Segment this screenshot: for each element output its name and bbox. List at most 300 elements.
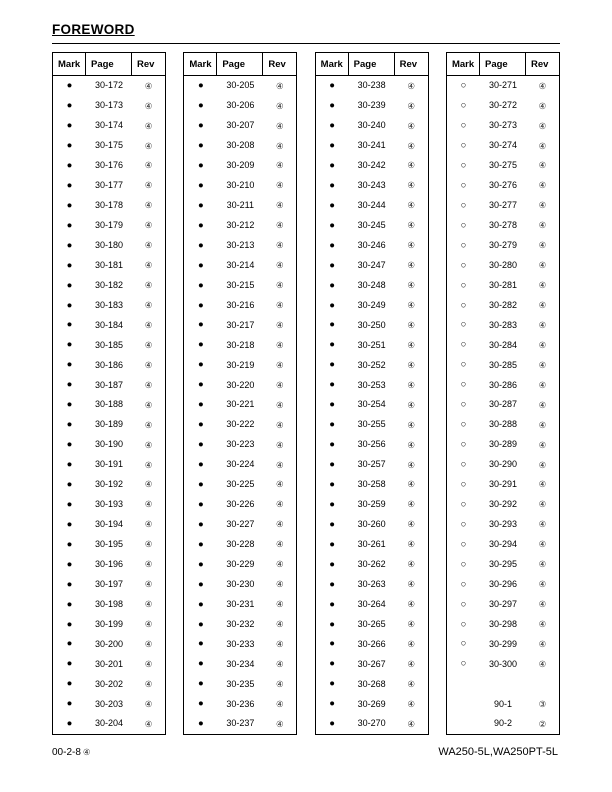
page-cell: 30-290: [488, 459, 517, 470]
table-row: [184, 634, 296, 654]
table-row: [184, 96, 296, 116]
page-cell: 30-258: [357, 479, 386, 490]
rev-cell: ④: [276, 200, 284, 211]
mark-cell: ○: [460, 518, 467, 530]
mark-cell: ●: [329, 618, 336, 630]
table-row: [53, 156, 165, 176]
table-row: [53, 475, 165, 495]
rev-cell: ④: [276, 240, 284, 251]
table-row: [316, 295, 428, 315]
rev-cell: ④: [144, 698, 153, 709]
mark-cell: ●: [197, 558, 204, 570]
table-row: [447, 236, 559, 256]
page-cell: 30-279: [488, 239, 517, 250]
table-row: [184, 236, 296, 256]
page-cell: 30-212: [226, 220, 255, 231]
footer-model-text: WA250-5L,WA250PT-5L: [438, 746, 558, 758]
table-row: [447, 694, 559, 714]
header-cell-rev: Rev: [399, 58, 418, 70]
table-row: [53, 495, 165, 515]
page-cell: 30-189: [94, 419, 124, 430]
mark-cell: ●: [329, 120, 336, 132]
page-cell: 30-242: [357, 160, 386, 171]
table-row: [447, 335, 559, 355]
rev-cell: ④: [276, 479, 284, 490]
page-cell: 30-178: [94, 200, 124, 211]
rev-cell: ④: [407, 300, 415, 311]
rev-cell: ④: [144, 140, 153, 151]
mark-cell: ●: [329, 439, 336, 451]
table-row: [447, 275, 559, 295]
rev-cell: ④: [538, 160, 547, 171]
mark-cell: ●: [329, 498, 336, 510]
table-row: [316, 275, 428, 295]
rev-cell: ④: [276, 619, 284, 630]
page-cell: 30-218: [226, 339, 255, 350]
mark-cell: ●: [197, 279, 204, 291]
mark-cell: ●: [329, 478, 336, 490]
page-cell: 30-223: [226, 439, 255, 450]
table-row: [53, 96, 165, 116]
mark-cell: ●: [329, 140, 336, 152]
rev-cell: ④: [144, 579, 153, 590]
rev-cell: ④: [407, 698, 415, 709]
mark-cell: ●: [197, 698, 204, 710]
table-body: [447, 76, 559, 734]
rev-table-1: [52, 52, 166, 735]
mark-cell: ●: [66, 199, 73, 211]
mark-cell: ●: [329, 199, 336, 211]
page-cell: 30-257: [357, 459, 386, 470]
mark-cell: ●: [66, 698, 73, 710]
page-footer: [52, 746, 558, 758]
rev-cell: ④: [144, 359, 153, 370]
page-cell: 30-214: [226, 259, 255, 270]
mark-cell: ○: [460, 558, 467, 570]
table-row: [447, 515, 559, 535]
rev-cell: ④: [276, 698, 284, 709]
mark-cell: ●: [66, 439, 73, 451]
mark-cell: ●: [66, 478, 73, 490]
table-row: [184, 694, 296, 714]
page-cell: 30-188: [94, 399, 124, 410]
table-row: [316, 455, 428, 475]
page-cell: 30-192: [94, 479, 124, 490]
page-cell: 30-251: [357, 339, 386, 350]
mark-cell: ●: [66, 419, 73, 431]
rev-cell: ④: [276, 599, 284, 610]
page-cell: 30-206: [226, 100, 255, 111]
table-row: [316, 236, 428, 256]
mark-cell: ●: [329, 538, 336, 550]
page-cell: 30-247: [357, 259, 386, 270]
mark-cell: ●: [329, 459, 336, 471]
table-row: [53, 614, 165, 634]
mark-cell: ●: [66, 80, 73, 92]
table-row: [53, 555, 165, 575]
rev-cell: ④: [276, 539, 284, 550]
page-cell: 30-180: [94, 239, 124, 250]
rev-cell: ④: [276, 379, 284, 390]
page-cell: 30-207: [226, 120, 255, 131]
table-row: [53, 76, 165, 96]
mark-cell: ●: [197, 658, 204, 670]
mark-cell: ●: [329, 638, 336, 650]
mark-cell: ○: [460, 159, 467, 171]
rev-cell: ④: [538, 200, 547, 211]
mark-cell: ●: [66, 618, 73, 630]
table-row: [53, 654, 165, 674]
table-row: [184, 435, 296, 455]
page-cell: 30-281: [488, 279, 517, 290]
mark-cell: ●: [329, 339, 336, 351]
rev-cell: ④: [276, 499, 284, 510]
page-cell: 30-232: [226, 618, 255, 629]
mark-cell: ●: [197, 219, 204, 231]
mark-cell: ○: [460, 120, 467, 132]
table-row: [184, 315, 296, 335]
page-cell: 30-260: [357, 519, 386, 530]
rev-cell: ④: [276, 718, 284, 729]
mark-cell: ●: [329, 100, 336, 112]
table-body: [316, 76, 428, 734]
page-cell: 30-175: [94, 140, 124, 151]
mark-cell: ●: [197, 498, 204, 510]
rev-cell: ④: [538, 260, 547, 271]
table-row: [184, 295, 296, 315]
page-cell: 30-267: [357, 658, 386, 669]
page-cell: 30-186: [94, 359, 124, 370]
page-cell: 30-273: [488, 120, 517, 131]
table-row: [316, 76, 428, 96]
rev-cell: ④: [407, 140, 415, 151]
mark-cell: ●: [329, 718, 336, 730]
page-cell: 30-240: [357, 120, 386, 131]
mark-cell: ●: [329, 359, 336, 371]
mark-cell: ●: [197, 718, 204, 730]
page-cell: 30-253: [357, 379, 386, 390]
mark-cell: ●: [66, 140, 73, 152]
page-cell: 30-213: [226, 239, 255, 250]
mark-cell: ○: [460, 319, 467, 331]
table-row: [316, 694, 428, 714]
mark-cell: ●: [66, 578, 73, 590]
page-cell: 30-297: [488, 598, 517, 609]
rev-cell: ④: [538, 619, 547, 630]
table-row: [184, 555, 296, 575]
rev-cell: ④: [538, 579, 547, 590]
page-cell: 30-219: [226, 359, 255, 370]
mark-cell: ●: [329, 259, 336, 271]
page-title: FOREWORD: [52, 22, 135, 37]
page-cell: 30-255: [357, 419, 386, 430]
mark-cell: ○: [460, 179, 467, 191]
table-row: [447, 654, 559, 674]
page-cell: 30-230: [226, 578, 255, 589]
header-cell-rev: Rev: [137, 58, 155, 70]
rev-cell: ④: [538, 459, 547, 470]
table-row: [184, 714, 296, 734]
mark-cell: ●: [197, 319, 204, 331]
rev-cell: ④: [538, 638, 547, 649]
table-row: [53, 535, 165, 555]
rev-cell: ④: [407, 599, 415, 610]
rev-cell: ④: [538, 379, 547, 390]
mark-cell: ○: [460, 598, 467, 610]
rev-cell: ④: [276, 638, 284, 649]
page-cell: 30-245: [357, 220, 386, 231]
table-row: [53, 435, 165, 455]
page-cell: 30-289: [488, 439, 517, 450]
page-cell: 30-274: [488, 140, 517, 151]
table-row: [447, 475, 559, 495]
rev-cell: ④: [144, 539, 153, 550]
table-row: [316, 435, 428, 455]
page-cell: 30-235: [226, 678, 255, 689]
rev-cell: ④: [276, 579, 284, 590]
table-row: [184, 275, 296, 295]
rev-cell: ④: [276, 399, 284, 410]
rev-cell: ④: [538, 479, 547, 490]
page-cell: 30-277: [488, 200, 517, 211]
mark-cell: ●: [329, 179, 336, 191]
table-header: [447, 53, 559, 76]
mark-cell: ●: [66, 100, 73, 112]
mark-cell: ●: [197, 538, 204, 550]
rev-cell: ④: [407, 559, 415, 570]
table-row: [316, 415, 428, 435]
mark-cell: ○: [460, 259, 467, 271]
rev-cell: ④: [276, 100, 284, 111]
page-cell: 30-276: [488, 180, 517, 191]
table-row: [184, 495, 296, 515]
mark-cell: ●: [197, 100, 204, 112]
table-row: [316, 614, 428, 634]
page-cell: 30-211: [226, 200, 254, 211]
page-cell: 30-220: [226, 379, 255, 390]
page-cell: 30-231: [226, 598, 255, 609]
table-row: [447, 594, 559, 614]
page-cell: 30-229: [226, 558, 255, 569]
table-row: [53, 216, 165, 236]
table-row: [184, 515, 296, 535]
table-row: [184, 355, 296, 375]
table-row: [447, 555, 559, 575]
rev-cell: ④: [407, 399, 415, 410]
rev-cell: ④: [538, 319, 547, 330]
mark-cell: ○: [460, 100, 467, 112]
table-row: [53, 674, 165, 694]
rev-cell: ④: [144, 80, 153, 91]
rev-cell: ④: [276, 180, 284, 191]
page-cell: 30-203: [94, 698, 124, 709]
rev-cell: ④: [276, 359, 284, 370]
rev-cell: ④: [144, 658, 153, 669]
rev-cell: ④: [144, 718, 153, 729]
rev-cell: ④: [407, 260, 415, 271]
revision-tables: [52, 52, 560, 735]
mark-cell: ●: [66, 598, 73, 610]
mark-cell: ●: [197, 618, 204, 630]
mark-cell: ●: [197, 199, 204, 211]
mark-cell: ○: [460, 399, 467, 411]
rev-cell: ②: [538, 718, 547, 729]
table-row: [447, 295, 559, 315]
mark-cell: ○: [460, 439, 467, 451]
table-header: [316, 53, 428, 76]
table-row: [447, 255, 559, 275]
table-row: [316, 136, 428, 156]
rev-cell: ④: [538, 519, 547, 530]
rev-cell: ④: [144, 638, 153, 649]
mark-cell: ○: [460, 299, 467, 311]
table-row: [53, 275, 165, 295]
table-row: [184, 335, 296, 355]
mark-cell: ○: [460, 140, 467, 152]
rev-table-3: [315, 52, 429, 735]
page-cell: 30-196: [94, 558, 124, 569]
table-row: [447, 176, 559, 196]
table-row: [184, 136, 296, 156]
page-cell: 30-263: [357, 578, 386, 589]
page-cell: 30-172: [94, 80, 124, 91]
table-row: [184, 255, 296, 275]
rev-cell: ④: [276, 419, 284, 430]
mark-cell: ●: [197, 140, 204, 152]
page-cell: 30-215: [226, 279, 255, 290]
mark-cell: ●: [66, 459, 73, 471]
page-cell: 30-265: [357, 618, 386, 629]
page-cell: 30-248: [357, 279, 386, 290]
table-row: [316, 574, 428, 594]
page-cell: 30-278: [488, 220, 517, 231]
page-cell: 30-292: [488, 499, 517, 510]
header-cell-page: Page: [86, 53, 132, 75]
rev-cell: ④: [407, 280, 415, 291]
table-row: [316, 255, 428, 275]
mark-cell: ○: [460, 478, 467, 490]
table-row: [447, 714, 559, 734]
table-row: [316, 594, 428, 614]
rev-cell: ④: [144, 300, 153, 311]
mark-cell: ○: [460, 199, 467, 211]
table-row: [447, 315, 559, 335]
rev-cell: ④: [144, 399, 153, 410]
page-cell: 30-275: [488, 160, 517, 171]
header-cell-mark: Mark: [316, 53, 349, 75]
rev-cell: ④: [538, 339, 547, 350]
mark-cell: ○: [460, 658, 467, 670]
mark-cell: ●: [329, 678, 336, 690]
header-cell-rev: Rev: [268, 58, 286, 70]
rev-cell: ④: [144, 120, 153, 131]
table-row: [447, 495, 559, 515]
rev-cell: ④: [407, 499, 415, 510]
rev-cell: ④: [407, 459, 415, 470]
rev-cell: ④: [276, 120, 284, 131]
table-row: [184, 574, 296, 594]
table-row: [447, 395, 559, 415]
header-cell-rev: Rev: [530, 58, 549, 70]
mark-cell: ●: [329, 299, 336, 311]
mark-cell: ●: [66, 279, 73, 291]
page-cell: 30-287: [488, 399, 517, 410]
table-row: [53, 236, 165, 256]
page-cell: 30-288: [488, 419, 517, 430]
rev-cell: ④: [538, 120, 547, 131]
table-row: [316, 355, 428, 375]
table-row: [53, 415, 165, 435]
table-row: [316, 535, 428, 555]
page-cell: 30-199: [94, 618, 124, 629]
rev-cell: ④: [144, 160, 153, 171]
mark-cell: ●: [66, 159, 73, 171]
table-row: [184, 116, 296, 136]
table-row: [184, 614, 296, 634]
rev-cell: ④: [407, 419, 415, 430]
mark-cell: ●: [66, 718, 73, 730]
mark-cell: ●: [197, 239, 204, 251]
page-cell: 30-261: [357, 539, 386, 550]
mark-cell: ●: [66, 498, 73, 510]
table-row: [184, 594, 296, 614]
table-header: [53, 53, 165, 76]
table-row: [53, 574, 165, 594]
table-row: [447, 634, 559, 654]
mark-cell: ●: [329, 239, 336, 251]
table-row: [316, 96, 428, 116]
table-row: [184, 415, 296, 435]
table-row: [447, 574, 559, 594]
rev-cell: ④: [407, 319, 415, 330]
rev-cell: ④: [144, 200, 153, 211]
rev-cell: ④: [538, 439, 547, 450]
page-cell: 30-221: [226, 399, 255, 410]
header-cell-mark: Mark: [184, 53, 217, 75]
rev-cell: ④: [407, 200, 415, 211]
rev-cell: ④: [144, 459, 153, 470]
mark-cell: ●: [197, 518, 204, 530]
page-cell: 30-197: [94, 578, 124, 589]
mark-cell: ●: [329, 219, 336, 231]
page-cell: 30-204: [94, 718, 124, 729]
rev-cell: ④: [276, 658, 284, 669]
page-cell: 30-234: [226, 658, 255, 669]
mark-cell: ●: [197, 359, 204, 371]
page-cell: 30-173: [94, 100, 124, 111]
page-cell: 30-294: [488, 539, 517, 550]
mark-cell: ○: [460, 279, 467, 291]
page-cell: 30-237: [226, 718, 255, 729]
page-cell: 30-282: [488, 299, 517, 310]
page-cell: 30-296: [488, 578, 517, 589]
page-cell: 30-174: [94, 120, 124, 131]
mark-cell: ●: [66, 658, 73, 670]
page-cell: 30-254: [357, 399, 386, 410]
mark-cell: ○: [460, 239, 467, 251]
table-row: [316, 714, 428, 734]
page-cell: 30-280: [488, 259, 517, 270]
mark-cell: ●: [66, 339, 73, 351]
rev-cell: ④: [407, 678, 415, 689]
page-cell: 30-181: [94, 259, 124, 270]
mark-cell: ○: [460, 638, 467, 650]
mark-cell: ○: [460, 578, 467, 590]
page-cell: 30-193: [94, 499, 124, 510]
mark-cell: ●: [66, 538, 73, 550]
page-cell: 30-300: [488, 658, 517, 669]
mark-cell: ●: [66, 319, 73, 331]
